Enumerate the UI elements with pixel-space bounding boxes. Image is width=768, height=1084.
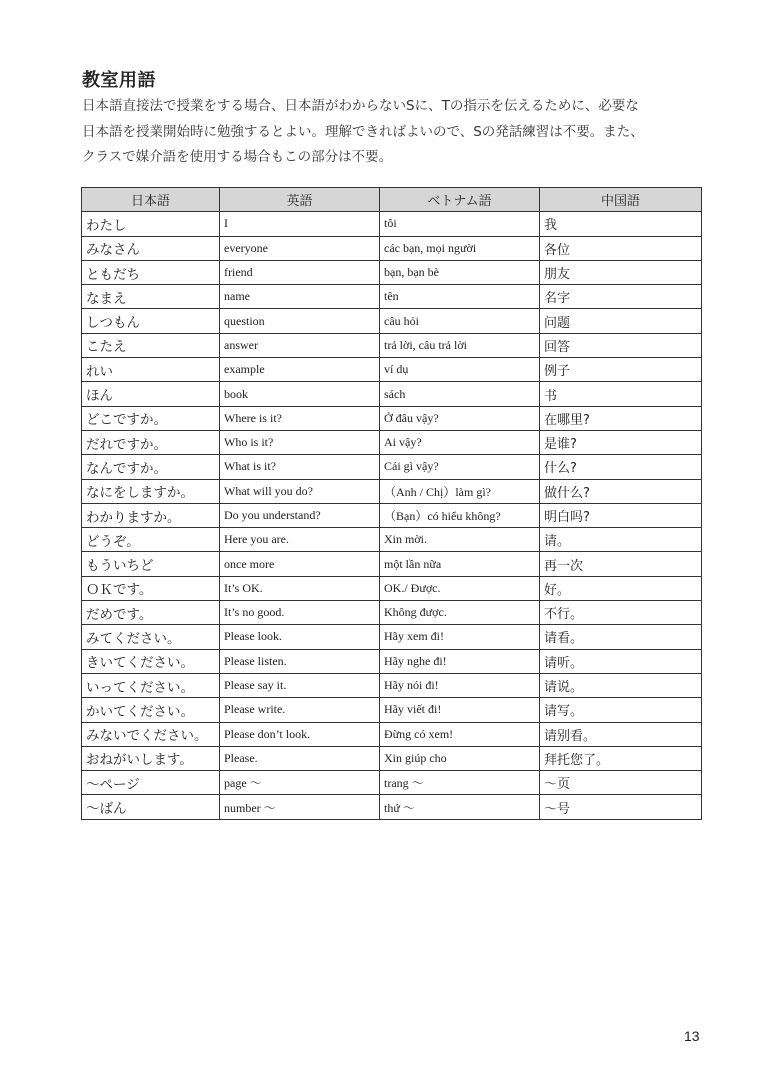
- header-vietnamese: ベトナム語: [380, 188, 540, 212]
- table-row: [82, 795, 702, 819]
- intro-line: 日本語直接法で授業をする場合、日本語がわからないSに、Tの指示を伝えるために、必要な: [82, 98, 639, 114]
- cell-english: Do you understand?: [220, 503, 380, 527]
- cell-vietnamese: thứ ～: [380, 795, 540, 819]
- table-row: [82, 673, 702, 697]
- cell-vietnamese: Cái gì vậy?: [380, 455, 540, 479]
- cell-vietnamese: một lần nữa: [380, 552, 540, 576]
- cell-vietnamese: ví dụ: [380, 358, 540, 382]
- table-row: [82, 285, 702, 309]
- table-row: [82, 576, 702, 600]
- cell-english: Here you are.: [220, 528, 380, 552]
- cell-chinese: ～页: [540, 771, 702, 795]
- cell-vietnamese: các bạn, mọi người: [380, 236, 540, 260]
- cell-chinese: 是谁?: [540, 430, 702, 454]
- table-row: [82, 479, 702, 503]
- cell-japanese: しつもん: [82, 309, 220, 333]
- table-row: [82, 625, 702, 649]
- table-row: [82, 309, 702, 333]
- table-row: [82, 771, 702, 795]
- table-row: [82, 382, 702, 406]
- header-english: 英語: [220, 188, 380, 212]
- cell-japanese: だめです。: [82, 601, 220, 625]
- table-row: [82, 528, 702, 552]
- cell-japanese: ＯＫです。: [82, 576, 220, 600]
- cell-english: I: [220, 212, 380, 236]
- cell-vietnamese: Hãy xem đi!: [380, 625, 540, 649]
- cell-japanese: どうぞ。: [82, 528, 220, 552]
- cell-japanese: かいてください。: [82, 698, 220, 722]
- cell-english: example: [220, 358, 380, 382]
- cell-japanese: いってください。: [82, 673, 220, 697]
- cell-vietnamese: Xin mời.: [380, 528, 540, 552]
- intro-line: 日本語を授業開始時に勉強するとよい。理解できればよいので、Sの発話練習は不要。また、: [82, 123, 644, 140]
- cell-chinese: ～号: [540, 795, 702, 819]
- table-body: [82, 212, 702, 819]
- cell-vietnamese: （Anh / Chị）làm gì?: [380, 479, 540, 503]
- cell-vietnamese: Ai vậy?: [380, 430, 540, 454]
- cell-vietnamese: trả lời, câu trả lời: [380, 333, 540, 357]
- cell-japanese: わたし: [82, 212, 220, 236]
- cell-japanese: どこですか。: [82, 406, 220, 430]
- cell-vietnamese: bạn, bạn bè: [380, 260, 540, 284]
- cell-vietnamese: Xin giúp cho: [380, 746, 540, 770]
- cell-chinese: 朋友: [540, 260, 702, 284]
- page-number: 13: [684, 1028, 700, 1044]
- table-row: [82, 698, 702, 722]
- table-row: [82, 503, 702, 527]
- cell-japanese: おねがいします。: [82, 746, 220, 770]
- cell-japanese: ～ページ: [82, 771, 220, 795]
- table-row: [82, 552, 702, 576]
- cell-english: once more: [220, 552, 380, 576]
- cell-japanese: こたえ: [82, 333, 220, 357]
- cell-english: It’s no good.: [220, 601, 380, 625]
- cell-vietnamese: Ở đâu vậy?: [380, 406, 540, 430]
- cell-vietnamese: （Bạn）có hiểu không?: [380, 503, 540, 527]
- cell-chinese: 各位: [540, 236, 702, 260]
- cell-vietnamese: Hãy viết đi!: [380, 698, 540, 722]
- cell-english: answer: [220, 333, 380, 357]
- cell-english: Where is it?: [220, 406, 380, 430]
- table-row: [82, 212, 702, 236]
- cell-vietnamese: tên: [380, 285, 540, 309]
- cell-japanese: ともだち: [82, 260, 220, 284]
- cell-english: Please look.: [220, 625, 380, 649]
- table-row: [82, 746, 702, 770]
- cell-japanese: わかりますか。: [82, 503, 220, 527]
- cell-chinese: 书: [540, 382, 702, 406]
- table-row: [82, 333, 702, 357]
- cell-vietnamese: tôi: [380, 212, 540, 236]
- table-row: [82, 649, 702, 673]
- cell-chinese: 例子: [540, 358, 702, 382]
- cell-english: book: [220, 382, 380, 406]
- cell-japanese: みないでください。: [82, 722, 220, 746]
- table-row: [82, 358, 702, 382]
- cell-vietnamese: Hãy nói đi!: [380, 673, 540, 697]
- cell-japanese: みてください。: [82, 625, 220, 649]
- table-row: [82, 260, 702, 284]
- header-chinese: 中国語: [540, 188, 702, 212]
- cell-japanese: きいてください。: [82, 649, 220, 673]
- cell-english: page ～: [220, 771, 380, 795]
- cell-chinese: 什么?: [540, 455, 702, 479]
- table-row: [82, 406, 702, 430]
- cell-english: question: [220, 309, 380, 333]
- cell-japanese: ～ばん: [82, 795, 220, 819]
- cell-chinese: 我: [540, 212, 702, 236]
- cell-english: It’s OK.: [220, 576, 380, 600]
- cell-chinese: 请写。: [540, 698, 702, 722]
- cell-japanese: なまえ: [82, 285, 220, 309]
- cell-chinese: 请说。: [540, 673, 702, 697]
- cell-vietnamese: trang ～: [380, 771, 540, 795]
- cell-english: Please don’t look.: [220, 722, 380, 746]
- cell-vietnamese: OK./ Được.: [380, 576, 540, 600]
- cell-chinese: 名字: [540, 285, 702, 309]
- cell-chinese: 请听。: [540, 649, 702, 673]
- cell-vietnamese: Hãy nghe đi!: [380, 649, 540, 673]
- cell-japanese: もういちど: [82, 552, 220, 576]
- cell-chinese: 拜托您了。: [540, 746, 702, 770]
- cell-japanese: なにをしますか。: [82, 479, 220, 503]
- header-japanese: 日本語: [82, 188, 220, 212]
- cell-english: What will you do?: [220, 479, 380, 503]
- cell-vietnamese: câu hỏi: [380, 309, 540, 333]
- cell-english: Who is it?: [220, 430, 380, 454]
- intro-line: クラスで媒介語を使用する場合もこの部分は不要。: [82, 149, 393, 165]
- cell-vietnamese: Đừng có xem!: [380, 722, 540, 746]
- cell-chinese: 明白吗?: [540, 503, 702, 527]
- cell-chinese: 好。: [540, 576, 702, 600]
- table-header-row: [82, 188, 702, 212]
- cell-japanese: みなさん: [82, 236, 220, 260]
- table-row: [82, 455, 702, 479]
- table-row: [82, 722, 702, 746]
- cell-english: friend: [220, 260, 380, 284]
- cell-chinese: 再一次: [540, 552, 702, 576]
- cell-english: Please write.: [220, 698, 380, 722]
- cell-japanese: なんですか。: [82, 455, 220, 479]
- cell-japanese: ほん: [82, 382, 220, 406]
- cell-chinese: 请别看。: [540, 722, 702, 746]
- table-row: [82, 236, 702, 260]
- cell-english: number ～: [220, 795, 380, 819]
- cell-vietnamese: sách: [380, 382, 540, 406]
- intro-paragraph: [82, 94, 702, 171]
- cell-chinese: 问题: [540, 309, 702, 333]
- cell-english: everyone: [220, 236, 380, 260]
- cell-chinese: 回答: [540, 333, 702, 357]
- cell-english: Please.: [220, 746, 380, 770]
- cell-chinese: 不行。: [540, 601, 702, 625]
- cell-english: name: [220, 285, 380, 309]
- cell-english: Please say it.: [220, 673, 380, 697]
- cell-japanese: れい: [82, 358, 220, 382]
- table-row: [82, 601, 702, 625]
- cell-vietnamese: Không được.: [380, 601, 540, 625]
- vocabulary-table: [81, 187, 702, 820]
- cell-chinese: 请看。: [540, 625, 702, 649]
- cell-chinese: 做什么?: [540, 479, 702, 503]
- table-row: [82, 430, 702, 454]
- cell-japanese: だれですか。: [82, 430, 220, 454]
- cell-english: What is it?: [220, 455, 380, 479]
- cell-english: Please listen.: [220, 649, 380, 673]
- section-title: 教室用語: [82, 70, 156, 91]
- cell-chinese: 请。: [540, 528, 702, 552]
- cell-chinese: 在哪里?: [540, 406, 702, 430]
